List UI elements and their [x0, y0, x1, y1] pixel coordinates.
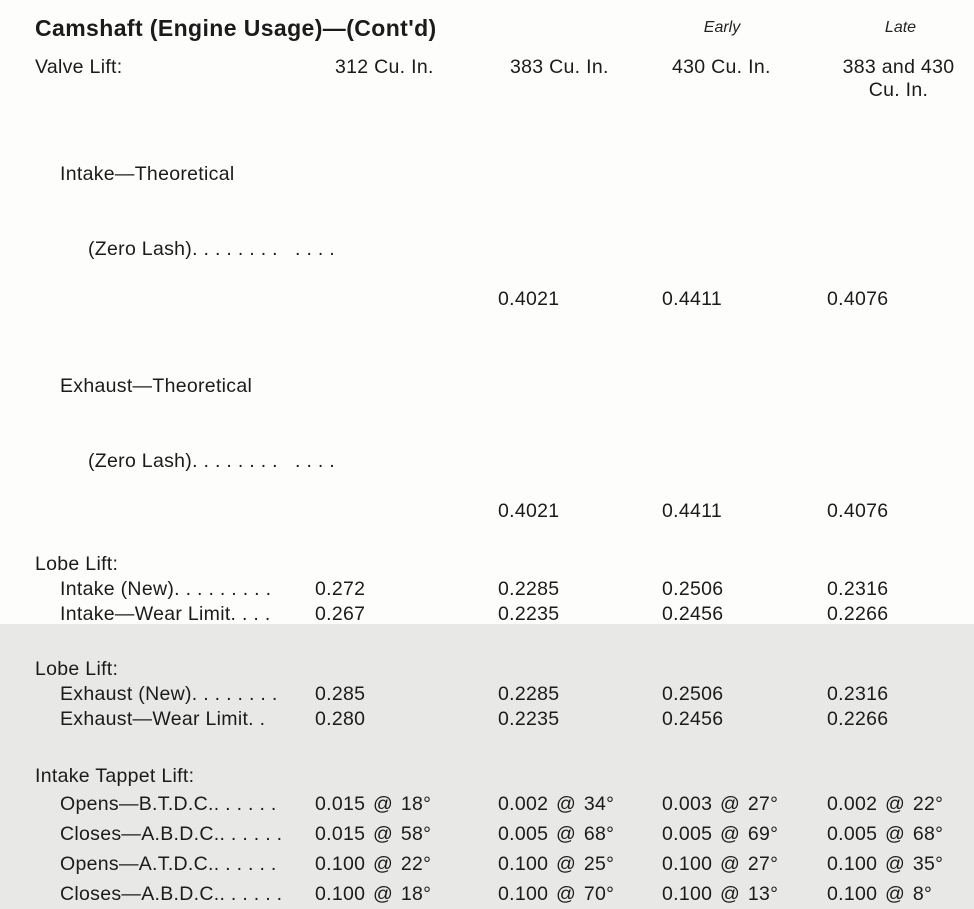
late-column-annotation: Late [884, 19, 917, 36]
row-label: Exhaust—Wear Limit. . [60, 708, 266, 730]
row-label-line1: Exhaust—Theoretical [60, 375, 253, 397]
cell-value: 0.100 @ 22° [315, 853, 432, 875]
cell-value: 0.285 [315, 683, 366, 705]
cell-value: 0.2266 [827, 708, 889, 730]
row-label: Exhaust (New). . . . . . . . [60, 683, 278, 705]
early-column-annotation: Early [703, 19, 741, 36]
table-header-row [0, 56, 974, 102]
cell-value: 0.100 @ 35° [827, 853, 944, 875]
cell-value: 0.4021 [498, 288, 560, 310]
cell-value: 0.2266 [827, 603, 889, 625]
section-heading-lobe-lift-intake: Lobe Lift: [35, 553, 119, 575]
page-title: Camshaft (Engine Usage)—(Cont'd) [35, 14, 437, 41]
cell-value: 0.015 @ 18° [315, 793, 432, 815]
column-header-383-430-line2: Cu. In. [868, 79, 929, 101]
column-header-383-430-line1: 383 and 430 [842, 56, 955, 78]
section-heading-intake-tappet-lift: Intake Tappet Lift: [35, 765, 195, 787]
row-label [0, 112, 336, 312]
cell-value: 0.002 @ 22° [827, 793, 944, 815]
cell-value: 0.272 [315, 578, 366, 600]
table-row [0, 849, 974, 879]
row-label-line2: (Zero Lash). . . . . . . . . . . . [88, 238, 336, 260]
cell-value: 0.2456 [662, 603, 724, 625]
cell-value: 0.005 @ 68° [827, 823, 944, 845]
table-row [0, 682, 974, 707]
header-valve-lift: Valve Lift: [35, 56, 123, 78]
table-row [0, 819, 974, 849]
cell-value: 0.2285 [498, 578, 560, 600]
table-row [0, 707, 974, 732]
cell-value: 0.005 @ 69° [662, 823, 779, 845]
row-label: Opens—A.T.D.C.. . . . . . [60, 853, 277, 875]
cell-value: 0.4076 [827, 500, 889, 522]
cell-value: 0.015 @ 58° [315, 823, 432, 845]
cell-value: 0.005 @ 68° [498, 823, 615, 845]
table-row [0, 324, 974, 524]
title-row [0, 10, 974, 46]
row-label: Closes—A.B.D.C.. . . . . . [60, 883, 283, 905]
column-header-312: 312 Cu. In. [335, 56, 434, 78]
row-label [0, 324, 336, 524]
cell-value: 0.100 @ 27° [662, 853, 779, 875]
cell-value: 0.100 @ 18° [315, 883, 432, 905]
table-row [0, 577, 974, 602]
cell-value: 0.2316 [827, 683, 889, 705]
row-label: Opens—B.T.D.C.. . . . . . [60, 793, 277, 815]
cell-value: 0.4411 [662, 288, 722, 310]
cell-value: 0.267 [315, 603, 366, 625]
cell-value: 0.100 @ 8° [827, 883, 933, 905]
column-header-383: 383 Cu. In. [510, 56, 609, 78]
row-label: Closes—A.B.D.C.. . . . . . [60, 823, 283, 845]
cell-value: 0.003 @ 27° [662, 793, 779, 815]
cell-value: 0.2235 [498, 708, 560, 730]
section-heading-lobe-lift-exhaust: Lobe Lift: [35, 658, 119, 680]
cell-value: 0.2285 [498, 683, 560, 705]
table-row [0, 112, 974, 312]
column-header-430: 430 Cu. In. [672, 56, 771, 78]
row-label: Intake—Wear Limit. . . . [60, 603, 271, 625]
cell-value: 0.280 [315, 708, 366, 730]
cell-value: 0.2235 [498, 603, 560, 625]
row-label-line2: (Zero Lash). . . . . . . . . . . . [88, 450, 336, 472]
cell-value: 0.2316 [827, 578, 889, 600]
table-row [0, 602, 974, 627]
cell-value: 0.002 @ 34° [498, 793, 615, 815]
table-row [0, 789, 974, 819]
cell-value: 0.4076 [827, 288, 889, 310]
row-label: Intake (New). . . . . . . . . [60, 578, 272, 600]
cell-value: 0.100 @ 25° [498, 853, 615, 875]
cell-value: 0.2456 [662, 708, 724, 730]
cell-value: 0.4411 [662, 500, 722, 522]
cell-value: 0.4021 [498, 500, 560, 522]
cell-value: 0.100 @ 13° [662, 883, 779, 905]
column-header-383-430 [827, 56, 974, 102]
cell-value: 0.100 @ 70° [498, 883, 615, 905]
row-label-line1: Intake—Theoretical [60, 163, 235, 185]
cell-value: 0.2506 [662, 683, 724, 705]
table-row [0, 879, 974, 909]
cell-value: 0.2506 [662, 578, 724, 600]
